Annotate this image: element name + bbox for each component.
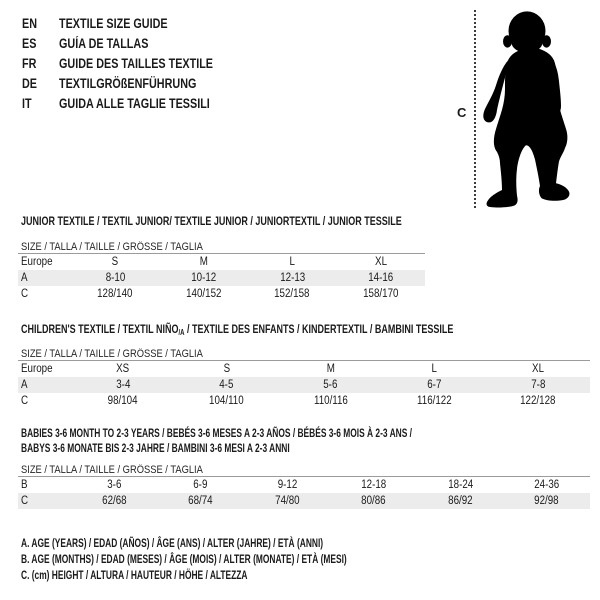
children-table-body bbox=[18, 361, 590, 409]
row-label: A bbox=[21, 379, 28, 391]
toddler-silhouette-image bbox=[478, 9, 572, 209]
table-row bbox=[18, 377, 590, 393]
language-label: TEXTILE SIZE GUIDE bbox=[59, 16, 168, 31]
nino-a-subscript: /A bbox=[178, 328, 185, 337]
language-code: IT bbox=[22, 96, 32, 111]
language-list bbox=[22, 14, 252, 114]
table-cell: 3-4 bbox=[115, 379, 130, 391]
row-label: C bbox=[21, 395, 29, 407]
table-cell: L bbox=[289, 256, 295, 268]
language-code: DE bbox=[22, 76, 38, 91]
junior-table bbox=[18, 241, 425, 302]
table-cell: 24-36 bbox=[534, 479, 560, 491]
language-row-de bbox=[22, 74, 252, 94]
row-label: Europe bbox=[21, 256, 53, 268]
size-header-bar: SIZE / TALLA / TAILLE / GRÖSSE / TAGLIA bbox=[18, 241, 425, 254]
table-cell: 158/170 bbox=[363, 288, 399, 300]
table-cell: 116/122 bbox=[416, 395, 452, 407]
table-cell: 80/86 bbox=[361, 495, 386, 507]
row-label: B bbox=[21, 479, 28, 491]
table-cell: 152/158 bbox=[274, 288, 310, 300]
table-cell: 10-12 bbox=[191, 272, 217, 284]
footnote-height-cm: C. (cm) HEIGHT / ALTURA / HAUTEUR / HÖHE / ALTEZZA bbox=[21, 568, 248, 582]
table-cell: 110/116 bbox=[313, 395, 348, 407]
table-cell: 92/98 bbox=[534, 495, 559, 507]
table-cell: XL bbox=[532, 363, 545, 375]
table-cell: L bbox=[431, 363, 438, 375]
table-cell: 140/152 bbox=[186, 288, 222, 300]
table-cell: 12-18 bbox=[361, 479, 387, 491]
language-label: GUÍA DE TALLAS bbox=[59, 36, 149, 51]
language-label: GUIDE DES TAILLES TEXTILE bbox=[59, 56, 214, 71]
table-cell: 122/128 bbox=[520, 395, 556, 407]
size-header-bar: SIZE / TALLA / TAILLE / GRÖSSE / TAGLIA bbox=[18, 348, 590, 361]
babies-table bbox=[18, 464, 590, 509]
language-row-fr bbox=[22, 54, 252, 74]
table-cell: 9-12 bbox=[277, 479, 298, 491]
row-label: C bbox=[21, 288, 29, 300]
table-cell: XS bbox=[116, 363, 130, 375]
table-row bbox=[18, 477, 590, 493]
babies-table-body bbox=[18, 477, 590, 509]
table-cell: 86/92 bbox=[448, 495, 473, 507]
row-label: C bbox=[21, 495, 29, 507]
children-table bbox=[18, 348, 590, 409]
table-cell: 3-6 bbox=[107, 479, 122, 491]
babies-section-title: BABIES 3-6 MONTH TO 2-3 YEARS / BEBÉS 3-6 MESES A 2-3 AÑOS / BÉBÉS 3-6 MOIS À 2-3 ANS / BABYS 3-6 MONATE BIS 2-3 JAHRE / BAMBINI 3-6 MESI A 2-3 ANNI bbox=[21, 426, 413, 455]
language-label: TEXTILGRÖßENFÜHRUNG bbox=[59, 76, 197, 91]
table-cell: 68/74 bbox=[188, 495, 213, 507]
language-code: EN bbox=[22, 16, 38, 31]
table-cell: M bbox=[326, 363, 335, 375]
height-measure-dotted-line bbox=[474, 10, 476, 208]
junior-table-body bbox=[18, 254, 425, 302]
table-cell: M bbox=[199, 256, 208, 268]
language-code: ES bbox=[22, 36, 37, 51]
table-row bbox=[18, 286, 425, 302]
language-code: FR bbox=[22, 56, 37, 71]
size-header-bar: SIZE / TALLA / TAILLE / GRÖSSE / TAGLIA bbox=[18, 464, 590, 477]
language-label: GUIDA ALLE TAGLIE TESSILI bbox=[59, 96, 210, 111]
table-cell: 128/140 bbox=[97, 288, 133, 300]
table-cell: 12-13 bbox=[279, 272, 305, 284]
row-label: Europe bbox=[21, 363, 53, 375]
table-cell: 14-16 bbox=[368, 272, 394, 284]
table-row bbox=[18, 254, 425, 270]
table-cell: 5-6 bbox=[323, 379, 338, 391]
table-row bbox=[18, 361, 590, 377]
table-cell: 6-9 bbox=[193, 479, 208, 491]
table-cell: S bbox=[223, 363, 230, 375]
language-row-es bbox=[22, 34, 252, 54]
children-section-title: CHILDREN'S TEXTILE / TEXTIL $NIÑO_{/A}$ / TEXTILE DES ENFANTS / KINDERTEXTIL / BAMBINI TESSILE bbox=[21, 322, 454, 337]
table-row bbox=[18, 393, 590, 409]
language-row-it bbox=[22, 94, 252, 114]
table-cell: 74/80 bbox=[275, 495, 300, 507]
footnote-age-months: B. AGE (MONTHS) / EDAD (MESES) / ÂGE (MOIS) / ALTER (MONATE) / ETÀ (MESI) bbox=[21, 552, 347, 566]
table-cell: 7-8 bbox=[531, 379, 546, 391]
table-cell: XL bbox=[374, 256, 387, 268]
footnote-age-years: A. AGE (YEARS) / EDAD (AÑOS) / ÂGE (ANS) / ALTER (JAHRE) / ETÀ (ANNI) bbox=[21, 536, 324, 550]
table-cell: 8-10 bbox=[105, 272, 126, 284]
table-row bbox=[18, 270, 425, 286]
language-row-en bbox=[22, 14, 252, 34]
table-cell: 6-7 bbox=[427, 379, 442, 391]
table-cell: 4-5 bbox=[219, 379, 234, 391]
height-measure-label: C bbox=[457, 105, 467, 120]
row-label: A bbox=[21, 272, 28, 284]
junior-section-title: JUNIOR TEXTILE / TEXTIL JUNIOR/ TEXTILE JUNIOR / JUNIORTEXTIL / JUNIOR TESSILE bbox=[21, 214, 402, 228]
table-cell: 18-24 bbox=[447, 479, 473, 491]
table-cell: 98/104 bbox=[107, 395, 138, 407]
table-cell: S bbox=[111, 256, 119, 268]
table-row bbox=[18, 493, 590, 509]
table-cell: 62/68 bbox=[102, 495, 127, 507]
table-cell: 104/110 bbox=[209, 395, 244, 407]
